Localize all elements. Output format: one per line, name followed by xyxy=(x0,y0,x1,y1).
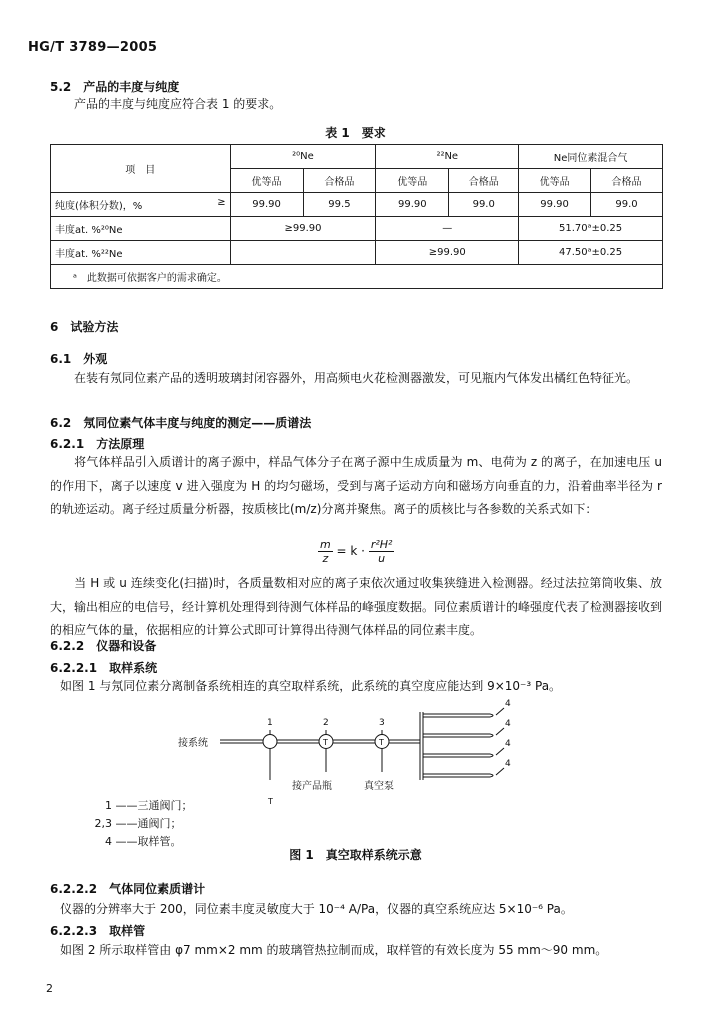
section-number: 6.2.2.3 xyxy=(50,924,98,938)
subheader-qualified: 合格品 xyxy=(591,169,663,193)
table-cell: ≥99.90 xyxy=(230,217,376,241)
formula-rhs: $\frac{\text{r²H²}}{u}$ xyxy=(370,538,393,565)
formula-equals: = k · xyxy=(336,544,365,558)
label-number-4c: 4 xyxy=(505,739,511,749)
legend-item: 4 ——取样管。 xyxy=(105,835,182,848)
table-note-row xyxy=(51,265,663,289)
label-product-bottle: 接产品瓶 xyxy=(292,781,332,792)
subheader-top-grade: 优等品 xyxy=(230,169,303,193)
section-number: 6.1 xyxy=(50,352,72,366)
section-6-1-text: 在装有氖同位素产品的透明玻璃封闭容器外，用高频电火花检测器激发，可见瓶内气体发出橘红色特征光。 xyxy=(74,371,639,385)
section-title: 产品的丰度与纯度 xyxy=(83,80,180,94)
section-number: 6.2.2.2 xyxy=(50,882,98,896)
formula-lhs: $\frac{m}{z}$ xyxy=(320,538,331,565)
table-cell: 47.50ᵃ±0.25 xyxy=(519,241,663,265)
legend-item: 1 ——三通阀门； xyxy=(105,799,193,812)
header-ne20: ²⁰Ne xyxy=(230,145,376,169)
table-cell: — xyxy=(376,217,519,241)
table-cell: 99.90 xyxy=(376,193,449,217)
label-number-2: 2 xyxy=(323,718,329,728)
section-6-2-2-2-heading xyxy=(50,880,205,897)
section-6-2-1-text: 将气体样品引入质谱计的离子源中，样品气体分子在离子源中生成质量为 m、电荷为 z 的离子，在加速电压 u 的作用下，离子以速度 v 进入强度为 H 的均匀磁场，受到与离子运动方向和磁场方向垂直的力，沿着曲率半径为 r 的轨迹运动。离子经过质量分析器，按质核比(m/z)分离并聚焦。离子的质核比与各参数的关系式如下： xyxy=(50,455,662,516)
svg-text:T: T xyxy=(323,738,328,747)
table-cell: 99.0 xyxy=(591,193,663,217)
section-6-2-2-3-heading xyxy=(50,922,145,939)
mass-charge-formula xyxy=(318,538,394,565)
label-number-4b: 4 xyxy=(505,719,511,729)
requirements-table xyxy=(50,144,663,289)
section-6-2-2-heading xyxy=(50,637,156,654)
section-6-2-1-heading xyxy=(50,435,144,452)
section-6-heading xyxy=(50,318,118,335)
table-header-row xyxy=(51,145,663,169)
subheader-qualified: 合格品 xyxy=(449,169,519,193)
section-title: 仪器和设备 xyxy=(96,639,157,653)
valve-1-symbol xyxy=(263,735,277,749)
section-6-2-2-1-text: 如图 1 与氖同位素分离制备系统相连的真空取样系统，此系统的真空度应能达到 9×10⁻³ Pa。 xyxy=(60,679,562,693)
row-label-abundance-ne22: 丰度at. %²²Ne xyxy=(51,241,231,265)
section-number: 6.2.2 xyxy=(50,639,85,653)
label-number-1: 1 xyxy=(267,718,273,728)
legend-item: 2,3 ——通阀门； xyxy=(94,817,182,830)
vacuum-sampling-diagram xyxy=(170,700,530,806)
section-6-2-2-2-text: 仪器的分辨率大于 200，同位素丰度灵敏度大于 10⁻⁴ A/Pa，仪器的真空系统应达 5×10⁻⁶ Pa。 xyxy=(60,902,573,916)
section-6-2-heading xyxy=(50,414,311,431)
section-title: 取样系统 xyxy=(109,661,158,675)
label-number-4d: 4 xyxy=(505,759,511,769)
section-number: 6.2 xyxy=(50,416,72,430)
section-title: 外观 xyxy=(83,352,108,366)
table-cell-empty xyxy=(230,241,376,265)
label-to-system: 接系统 xyxy=(178,738,208,749)
table-cell: 51.70ᵃ±0.25 xyxy=(519,217,663,241)
subheader-top-grade: 优等品 xyxy=(519,169,591,193)
subheader-top-grade: 优等品 xyxy=(376,169,449,193)
table-caption: 表 1 要求 xyxy=(325,126,386,140)
table-cell: 99.90 xyxy=(519,193,591,217)
label-number-3: 3 xyxy=(379,718,385,728)
table-row xyxy=(51,217,663,241)
section-number: 6.2.1 xyxy=(50,437,85,451)
section-number: 5.2 xyxy=(50,80,72,94)
section-5-2-text: 产品的丰度与纯度应符合表 1 的要求。 xyxy=(74,97,282,111)
svg-text:T: T xyxy=(268,797,273,806)
svg-text:T: T xyxy=(379,738,384,747)
row-label-purity: 纯度(体积分数)，% ≥ xyxy=(51,193,231,217)
paragraph-after-formula: 当 H 或 u 连续变化(扫描)时，各质量数相对应的离子束依次通过收集狭缝进入检测器。经过法拉第筒收集、放大，输出相应的电信号，经计算机处理得到待测气体样品的峰强度数据。同位素质谱计的峰强度代表了检测器接收到的相应气体的量，依据相应的计算公式即可计算得出待测气体样品的同位素丰度。 xyxy=(50,576,663,637)
subheader-qualified: 合格品 xyxy=(303,169,376,193)
section-6-2-2-3-text: 如图 2 所示取样管由 φ7 mm×2 mm 的玻璃管热拉制而成，取样管的有效长度为 55 mm～90 mm。 xyxy=(60,943,608,957)
table-cell: 99.5 xyxy=(303,193,376,217)
section-title: 取样管 xyxy=(109,924,146,938)
header-ne22: ²²Ne xyxy=(376,145,519,169)
table-cell: 99.90 xyxy=(230,193,303,217)
section-6-1-heading xyxy=(50,350,107,367)
section-title: 试验方法 xyxy=(70,320,119,334)
header-ne-mix: Ne同位素混合气 xyxy=(519,145,663,169)
table-cell: ≥99.90 xyxy=(376,241,519,265)
label-number-4a: 4 xyxy=(505,699,511,709)
table-row xyxy=(51,241,663,265)
section-title: 氖同位素气体丰度与纯度的测定——质谱法 xyxy=(83,416,312,430)
row-label-abundance-ne20: 丰度at. %²⁰Ne xyxy=(51,217,231,241)
section-title: 气体同位素质谱计 xyxy=(109,882,206,896)
table-row xyxy=(51,193,663,217)
standard-number: HG/T 3789—2005 xyxy=(28,40,158,55)
section-number: 6.2.2.1 xyxy=(50,661,98,675)
table-note: ᵃ 此数据可依据客户的需求确定。 xyxy=(51,265,663,289)
label-vacuum-pump: 真空泵 xyxy=(364,781,394,792)
table-cell: 99.0 xyxy=(449,193,519,217)
page-number: 2 xyxy=(46,982,53,995)
figure-caption: 图 1 真空取样系统示意 xyxy=(289,848,422,862)
section-title: 方法原理 xyxy=(96,437,145,451)
section-number: 6 xyxy=(50,320,59,334)
header-item: 项 目 xyxy=(51,145,231,193)
